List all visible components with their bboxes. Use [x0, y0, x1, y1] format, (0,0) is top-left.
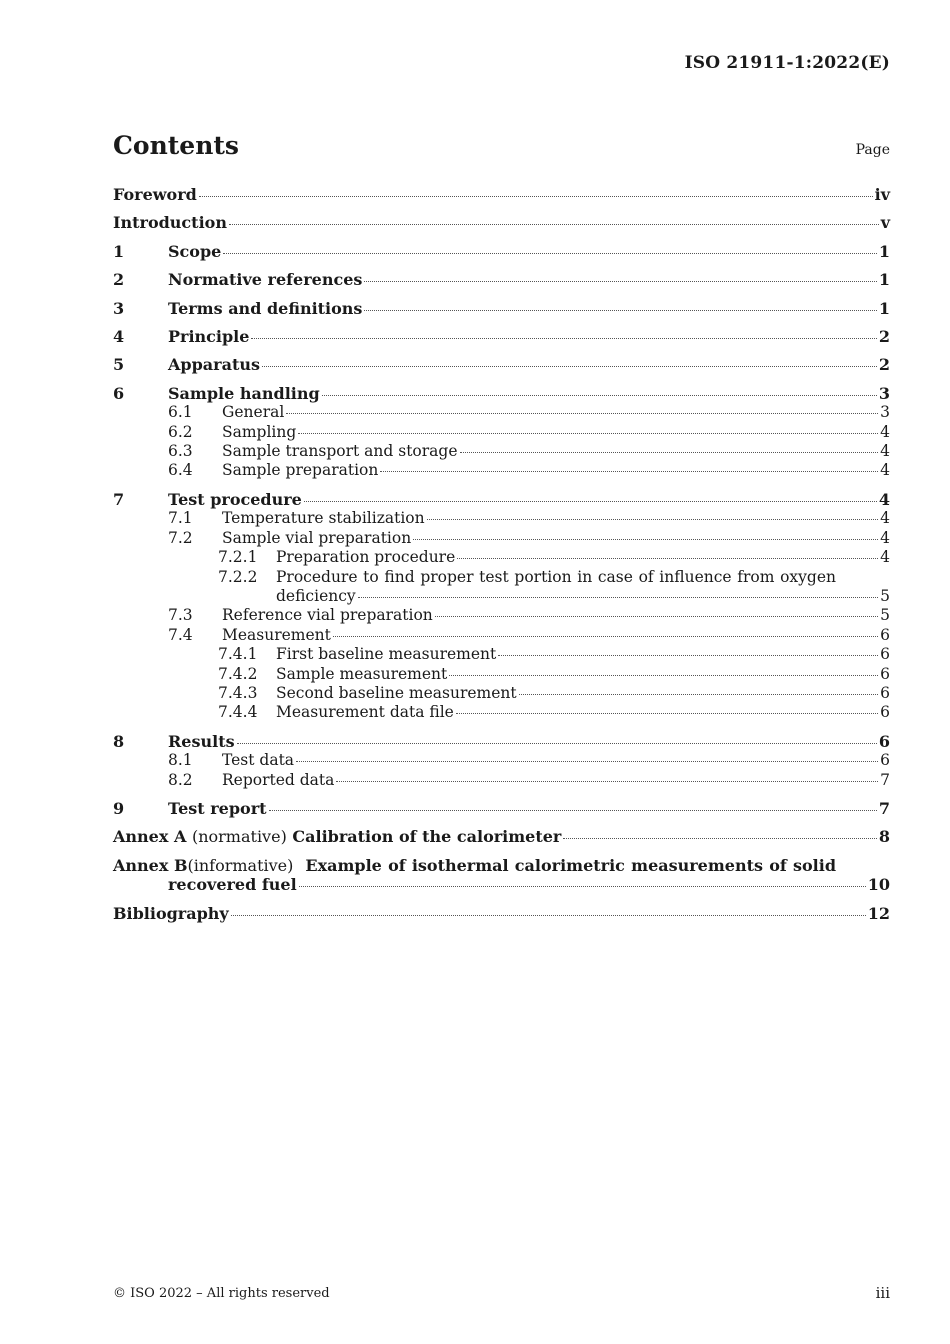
- toc-entry-title: First baseline measurement: [276, 645, 497, 664]
- toc-entry-sample-measurement[interactable]: [113, 665, 890, 684]
- toc-entry-title: Principle: [168, 327, 250, 347]
- toc-entry-general[interactable]: [113, 403, 890, 422]
- dot-leader: [304, 501, 877, 502]
- toc-entry-number: 7.2.1: [218, 548, 258, 567]
- toc-entry-title: Normative references: [168, 270, 363, 290]
- toc-entry-measurement-data-file[interactable]: [113, 703, 890, 722]
- toc-entry-scope[interactable]: [113, 242, 890, 261]
- toc-entry-page: 6: [880, 645, 890, 664]
- annex-label: Annex B: [113, 855, 188, 875]
- dot-leader: [296, 761, 878, 762]
- toc-entry-results[interactable]: [113, 732, 890, 751]
- toc-entry-number: 8.2: [168, 770, 193, 789]
- annex-type: (normative): [191, 827, 287, 847]
- toc-entry-number: 2: [113, 270, 125, 290]
- dot-leader: [435, 616, 878, 617]
- toc-entry-title: Terms and definitions: [168, 298, 363, 318]
- toc-entry-title: General: [222, 403, 285, 422]
- toc-entry-reference-vial-preparation[interactable]: [113, 606, 890, 625]
- toc-entry-page: 4: [880, 509, 890, 528]
- toc-entry-number: 6.3: [168, 442, 193, 461]
- dot-leader: [269, 810, 877, 811]
- toc-entry-page: 4: [880, 461, 890, 480]
- toc-entry-title: Sample vial preparation: [222, 528, 412, 547]
- toc-entry-title-line2: recovered fuel: [168, 875, 297, 895]
- toc-entry-number: 5: [113, 355, 125, 375]
- toc-entry-page: 4: [880, 548, 890, 567]
- toc-entry-title-line1: Example of isothermal calorimetric measurements of solid: [305, 855, 836, 875]
- dot-leader: [364, 310, 876, 311]
- toc-entry-page: v: [880, 213, 890, 233]
- toc-entry-title: Apparatus: [168, 355, 260, 375]
- toc-entry-second-baseline[interactable]: [113, 684, 890, 703]
- toc-entry-page: 6: [880, 664, 890, 683]
- dot-leader: [457, 558, 878, 559]
- toc-entry-measurement[interactable]: [113, 626, 890, 645]
- toc-entry-page: 7: [880, 770, 890, 789]
- toc-entry-title: Sample preparation: [222, 461, 379, 480]
- toc-entry-page: 2: [878, 355, 890, 375]
- toc-entry-title-line1: Procedure to find proper test portion in case of influence from oxygen: [276, 567, 836, 586]
- dot-leader: [498, 655, 878, 656]
- dot-leader: [460, 452, 879, 453]
- toc-entry-title: Second baseline measurement: [276, 683, 517, 702]
- annex-type: (informative): [187, 855, 294, 875]
- toc-entry-annex-b[interactable]: [113, 856, 890, 895]
- toc-entry-page: 4: [878, 489, 890, 509]
- toc-entry-number: 1: [113, 241, 125, 261]
- toc-entry-number: 7.1: [168, 509, 193, 528]
- toc-entry-number: 8: [113, 731, 125, 751]
- toc-entry-number: 6.2: [168, 422, 193, 441]
- toc-entry-page: 12: [867, 903, 890, 923]
- dot-leader: [519, 694, 878, 695]
- page-number: iii: [875, 1284, 890, 1302]
- toc-entry-test-procedure[interactable]: [113, 490, 890, 509]
- toc-entry-test-report[interactable]: [113, 799, 890, 818]
- toc-entry-title: Measurement data file: [276, 703, 454, 722]
- toc-entry-title: Sampling: [222, 422, 297, 441]
- toc-entry-number: 6.4: [168, 461, 193, 480]
- toc-entry-page: 2: [878, 327, 890, 347]
- toc-entry-number: 7.4: [168, 625, 193, 644]
- toc-entry-reported-data[interactable]: [113, 771, 890, 790]
- toc-entry-number: 6: [113, 383, 125, 403]
- toc-entry-temperature-stabilization[interactable]: [113, 509, 890, 528]
- dot-leader: [262, 366, 877, 367]
- toc-entry-title: Reported data: [222, 770, 335, 789]
- toc-entry-page: 1: [878, 270, 890, 290]
- toc-entry-number: 6.1: [168, 403, 193, 422]
- dot-leader: [237, 743, 877, 744]
- toc-entry-page: 4: [880, 422, 890, 441]
- annex-label: Annex A: [113, 827, 187, 847]
- dot-leader: [380, 471, 878, 472]
- toc-entry-page: 1: [878, 241, 890, 261]
- toc-entry-page: 6: [878, 731, 890, 751]
- table-of-contents: [113, 185, 890, 923]
- toc-entry-foreword[interactable]: [113, 185, 890, 204]
- dot-leader: [286, 413, 878, 414]
- toc-entry-page: 5: [880, 586, 890, 605]
- toc-entry-page: 5: [880, 606, 890, 625]
- dot-leader: [199, 196, 873, 197]
- page-title: Contents: [113, 131, 240, 160]
- toc-entry-page: 10: [867, 875, 890, 895]
- toc-entry-number: 7.4.4: [218, 703, 258, 722]
- toc-entry-number: 3: [113, 298, 125, 318]
- dot-leader: [449, 675, 878, 676]
- toc-entry-title: Test report: [168, 798, 267, 818]
- toc-entry-principle[interactable]: [113, 327, 890, 346]
- dot-leader: [322, 395, 877, 396]
- toc-entry-sample-preparation[interactable]: [113, 461, 890, 480]
- toc-entry-page: 4: [880, 528, 890, 547]
- toc-entry-bibliography[interactable]: [113, 904, 890, 923]
- toc-entry-number: 4: [113, 327, 125, 347]
- toc-entry-title: Sample measurement: [276, 664, 448, 683]
- toc-entry-title: Results: [168, 731, 235, 751]
- toc-entry-page: 8: [878, 827, 890, 847]
- toc-entry-number: 7: [113, 489, 125, 509]
- page-column-label: Page: [855, 142, 890, 158]
- dot-leader: [251, 338, 876, 339]
- toc-entry-number: 7.2.2: [218, 567, 258, 586]
- dot-leader: [427, 519, 879, 520]
- toc-entry-number: 7.4.1: [218, 645, 258, 664]
- toc-entry-title: Bibliography: [113, 903, 229, 923]
- toc-entry-title: Preparation procedure: [276, 548, 456, 567]
- toc-entry-sample-vial-preparation[interactable]: [113, 529, 890, 548]
- dot-leader: [299, 886, 866, 887]
- dot-leader: [229, 224, 879, 225]
- toc-entry-number: 7.3: [168, 606, 193, 625]
- toc-entry-page: 6: [880, 683, 890, 702]
- toc-entry-page: 3: [878, 383, 890, 403]
- toc-entry-title: Temperature stabilization: [222, 509, 425, 528]
- dot-leader: [563, 838, 877, 839]
- dot-leader: [413, 539, 878, 540]
- toc-entry-page: 3: [880, 403, 890, 422]
- toc-entry-page: 6: [880, 751, 890, 770]
- toc-entry-page: 1: [878, 298, 890, 318]
- toc-entry-title: Test procedure: [168, 489, 302, 509]
- toc-entry-page: 6: [880, 625, 890, 644]
- toc-entry-title: Reference vial preparation: [222, 606, 433, 625]
- toc-entry-title: Introduction: [113, 213, 227, 233]
- toc-entry-number: 7.2: [168, 528, 193, 547]
- toc-entry-title: Test data: [222, 751, 295, 770]
- toc-entry-number: 8.1: [168, 751, 193, 770]
- document-id: ISO 21911-1:2022(E): [684, 53, 890, 73]
- toc-entry-page: iv: [874, 185, 890, 204]
- toc-entry-test-data[interactable]: [113, 751, 890, 770]
- toc-entry-page: 7: [878, 798, 890, 818]
- toc-entry-title: Sample handling: [168, 383, 320, 403]
- dot-leader: [364, 281, 876, 282]
- toc-entry-title: Calibration of the calorimeter: [292, 827, 562, 847]
- toc-entry-terms-and-definitions[interactable]: [113, 299, 890, 318]
- toc-entry-oxygen-deficiency-procedure[interactable]: [113, 568, 890, 607]
- toc-entry-page: 4: [880, 442, 890, 461]
- toc-entry-title: Foreword: [113, 185, 197, 204]
- toc-entry-number: 7.4.3: [218, 683, 258, 702]
- toc-entry-title-line2: deficiency: [276, 586, 356, 605]
- toc-entry-annex-a[interactable]: [113, 827, 890, 846]
- toc-entry-sample-handling[interactable]: [113, 384, 890, 403]
- dot-leader: [298, 433, 878, 434]
- dot-leader: [223, 253, 877, 254]
- dot-leader: [456, 713, 878, 714]
- toc-entry-number: 7.4.2: [218, 664, 258, 683]
- dot-leader: [231, 915, 866, 916]
- toc-entry-apparatus[interactable]: [113, 355, 890, 374]
- toc-entry-introduction[interactable]: [113, 213, 890, 232]
- toc-entry-title: Sample transport and storage: [222, 442, 458, 461]
- dot-leader: [358, 597, 878, 598]
- dot-leader: [333, 636, 878, 637]
- toc-entry-title: Measurement: [222, 625, 331, 644]
- toc-entry-page: 6: [880, 703, 890, 722]
- toc-entry-normative-references[interactable]: [113, 270, 890, 289]
- toc-entry-first-baseline[interactable]: [113, 645, 890, 664]
- toc-entry-number: 9: [113, 798, 125, 818]
- copyright-notice: © ISO 2022 – All rights reserved: [113, 1286, 330, 1301]
- toc-entry-preparation-procedure[interactable]: [113, 548, 890, 567]
- toc-entry-sampling[interactable]: [113, 423, 890, 442]
- dot-leader: [336, 781, 878, 782]
- toc-entry-title: Scope: [168, 241, 222, 261]
- toc-entry-sample-transport[interactable]: [113, 442, 890, 461]
